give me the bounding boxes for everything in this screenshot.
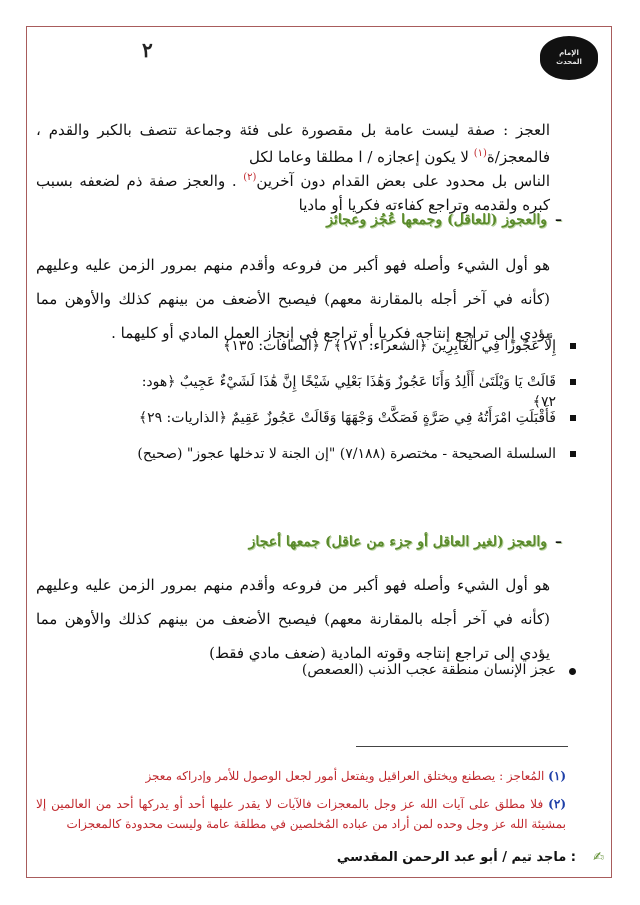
intro-line1-end: لا يكون إعجازه / ا مطلقا وعاما لكل — [249, 148, 474, 166]
page-number: ٢ — [142, 38, 153, 62]
intro-line2-end: . والعجز صفة ذم لضعفه بسبب كبره ولقدمه وتراجع كفاءته فكريا أو ماديا — [36, 172, 550, 214]
logo-text: الإمام المحدث — [556, 49, 582, 66]
bullet-dot-icon — [569, 668, 576, 675]
paragraph-intro-line1 — [36, 118, 550, 166]
list-item — [136, 660, 576, 696]
pen-icon: ✍ — [593, 850, 604, 865]
paragraph-ajz: هو أول الشيء وأصله فهو أكبر من فروعه وأقدم منهم بمرور الزمن عليه وعليهم (كأنه في آخر أجله بالمقارنة معهم) فيصبح الأضعف من بينهم كذلك والأوهن مما يؤدي إلى تراجع إنتاجه وقوته المادية (ضعف مادي فقط) — [36, 576, 550, 662]
section-heading-aqil — [326, 212, 562, 228]
footnote-2 — [36, 794, 566, 834]
footnote-number: (١) — [548, 769, 566, 783]
heading-dash: – — [555, 212, 562, 228]
paragraph-intro — [36, 118, 550, 217]
footnote-text: المُعاجز : يصطنع ويختلق العراقيل ويفتعل أمور لجعل الوصول للأمر وإدراكه معجز — [145, 769, 545, 783]
heading-1-text: والعجوز (للعاقل) وجمعها عُجُز وعجائز — [326, 212, 547, 228]
intro-line2-start: الناس بل محدود على بعض القدام دون آخرين — [256, 172, 550, 190]
footnote-number: (٢) — [548, 797, 566, 811]
footnote-1 — [36, 766, 566, 786]
bullet-square-icon — [570, 379, 576, 385]
list-item-text: عجز الإنسان منطقة عجب الذنب (العصعص) — [301, 662, 556, 678]
section-heading-ghayr-aqil — [249, 534, 562, 550]
paragraph-intro-line2 — [36, 166, 550, 217]
footnote-text: فلا مطلق على آيات الله عز وجل بالمعجزات فالآيات لا يقدر عليها أحد أو يدركها أحد من العالمين إلا بمشيئة الله عز وجل وحده لمن أراد من عباده المُخلصين في مطلقة عامة وليست محدودة كالمعجزات — [36, 797, 566, 831]
bullet-square-icon — [570, 451, 576, 457]
heading-2-text: والعجز (لغير العاقل أو جزء من عاقل) جمعها أعجاز — [248, 534, 547, 550]
footnote-ref-2[interactable]: (٢) — [243, 172, 257, 183]
footnotes — [36, 766, 566, 834]
bullet-square-icon — [570, 415, 576, 421]
list-item — [136, 336, 576, 372]
list-item-text: فَأَقْبَلَتِ امْرَأَتُهُ فِي صَرَّةٍ فَصَكَّتْ وَجْهَهَا وَقَالَتْ عَجُوزٌ عَقِيمٌ ﴿الذاريات: ٢٩﴾ — [138, 410, 556, 426]
author-signature: : ماجد تيم / أبو عبد الرحمن المقدسي — [336, 850, 576, 865]
list-item-text: قَالَتْ يَا وَيْلَتَىٰ أَأَلِدُ وَأَنَا عَجُوزٌ وَهَٰذَا بَعْلِي شَيْخًا إِنَّ هَٰذَا لَشَيْءٌ عَجِيبٌ ﴿هود: ٧٢﴾ — [141, 374, 556, 410]
list-item — [136, 444, 576, 480]
footnote-divider — [356, 746, 568, 747]
heading-dash: – — [555, 534, 562, 550]
list-item — [136, 372, 576, 408]
logo — [540, 36, 598, 80]
list-item-text: إِلَّا عَجُوزًا فِي الْغَابِرِينَ ﴿الشعراء: ١٧١﴾ / ﴿الصافات: ١٣٥﴾ — [223, 338, 556, 354]
list-item — [136, 408, 576, 444]
quran-list — [136, 336, 576, 480]
intro-line1-start: العجز : صفة ليست عامة بل مقصورة على فئة وجماعة تتصف بالكبر والقدم ، فالمعجز/ة — [36, 121, 550, 166]
ajz-list — [136, 660, 576, 696]
footnote-ref-1[interactable]: (١) — [473, 148, 487, 159]
paragraph-ajouz: هو أول الشيء وأصله فهو أكبر من فروعه وأقدم منهم بمرور الزمن عليه وعليهم (كأنه في آخر أجله بالمقارنة معهم) فيصبح الأضعف من بينهم كذلك والأوهن مما يؤدي إلى تراجع إنتاجه فكريا أو تراجع في إنجاز العمل المادي أو كليهما . — [36, 256, 550, 342]
list-item-text: السلسلة الصحيحة - مختصرة (٧/١٨٨) "إن الجنة لا تدخلها عجوز" (صحيح) — [137, 446, 556, 462]
bullet-square-icon — [570, 343, 576, 349]
